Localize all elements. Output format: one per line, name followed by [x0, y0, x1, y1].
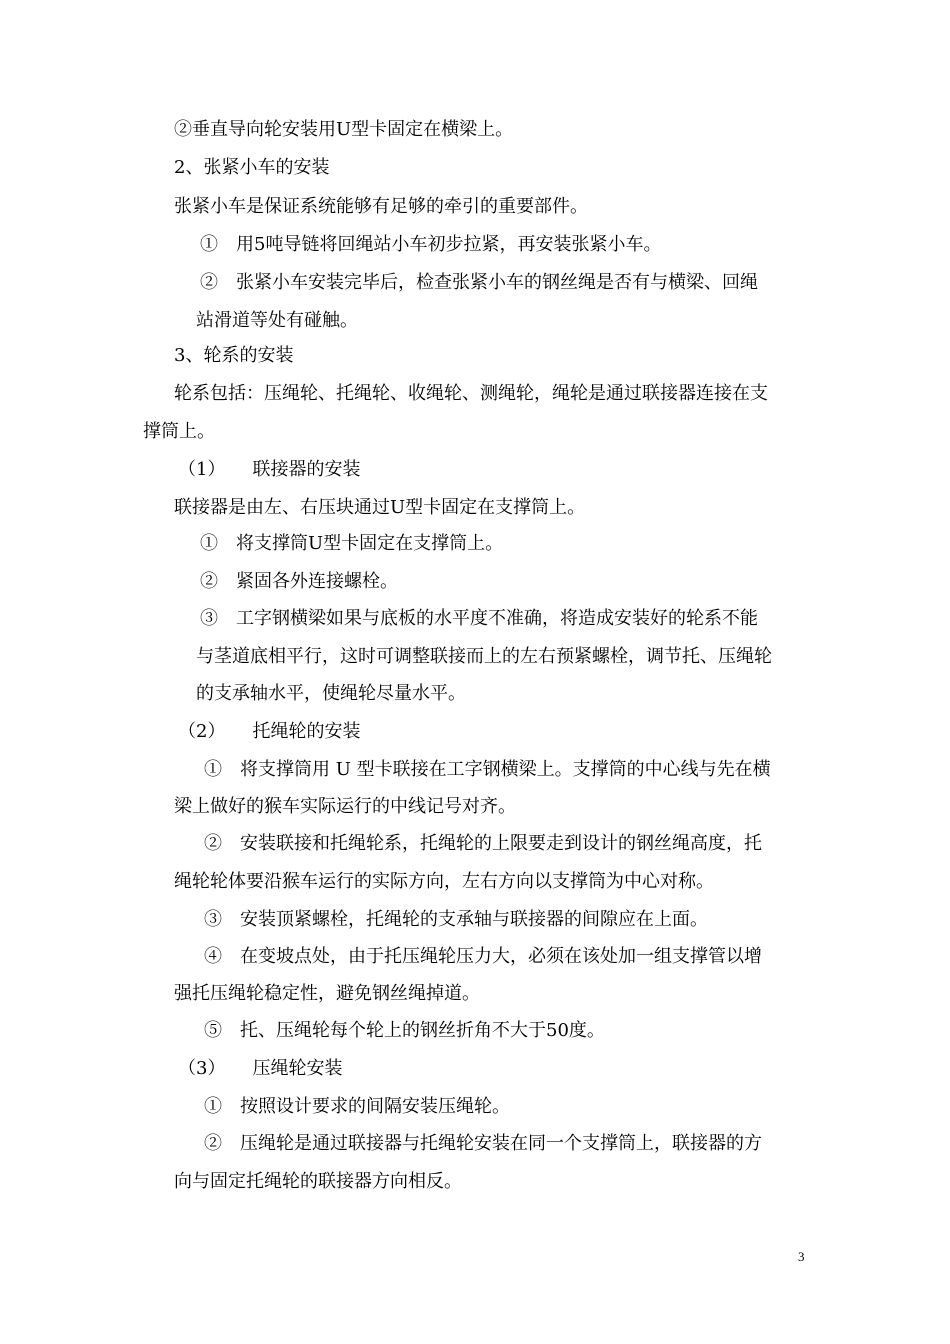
list-item-connector-1: ① 将支撑筒U型卡固定在支撑筒上。 — [200, 533, 504, 554]
paragraph-tensioner-intro: 张紧小车是保证系统能够有足够的牵引的重要部件。 — [174, 196, 588, 217]
list-item-connector-3-cont-1: 与茎道底相平行，这时可调整联接而上的左右预紧螺栓，调节托、压绳轮 — [196, 646, 772, 667]
list-item-tensioner-1: ① 用5吨导链将回绳站小车初步拉紧，再安装张紧小车。 — [200, 234, 662, 255]
list-item-press-wheel-1: ① 按照设计要求的间隔安装压绳轮。 — [204, 1096, 510, 1117]
subsection-heading-connector: （1） 联接器的安装 — [178, 459, 361, 480]
list-item-connector-3-cont-2: 的支承轴水平，使绳轮尽量水平。 — [196, 683, 466, 704]
section-heading-wheel-system: 3、轮系的安装 — [174, 345, 294, 366]
paragraph-connector: 联接器是由左、右压块通过U型卡固定在支撑筒上。 — [174, 497, 586, 518]
list-item-support-wheel-3: ③ 安装顶紧螺栓，托绳轮的支承轴与联接器的间隙应在上面。 — [204, 909, 708, 930]
list-item-support-wheel-1: ① 将支撑筒用 U 型卡联接在工字钢横梁上。支撑筒的中心线与先在横 — [204, 759, 771, 780]
list-item-support-wheel-4-cont: 强托压绳轮稳定性，避免钢丝绳掉道。 — [174, 983, 480, 1004]
list-item-connector-3: ③ 工字钢横梁如果与底板的水平度不准确，将造成安装好的轮系不能 — [200, 608, 758, 629]
list-item-support-wheel-2-cont: 绳轮轮体要沿猴车运行的实际方向，左右方向以支撑筒为中心对称。 — [174, 871, 714, 892]
section-heading-tensioner: 2、张紧小车的安装 — [174, 157, 330, 178]
subsection-heading-support-wheel: （2） 托绳轮的安装 — [178, 721, 361, 742]
list-item-press-wheel-2-cont: 向与固定托绳轮的联接器方向相反。 — [174, 1171, 462, 1192]
list-item-tensioner-2: ② 张紧小车安装完毕后，检查张紧小车的钢丝绳是否有与横梁、回绳 — [200, 272, 758, 293]
paragraph-vertical-guide-wheel: ②垂直导向轮安装用U型卡固定在横梁上。 — [174, 119, 514, 140]
subsection-heading-press-wheel: （3） 压绳轮安装 — [178, 1058, 343, 1079]
list-item-tensioner-2-cont: 站滑道等处有碰触。 — [196, 310, 358, 331]
list-item-connector-2: ② 紧固各外连接螺栓。 — [200, 571, 398, 592]
list-item-support-wheel-5: ⑤ 托、压绳轮每个轮上的钢丝折角不大于50度。 — [204, 1020, 605, 1041]
page-number: 3 — [798, 1249, 805, 1264]
list-item-support-wheel-2: ② 安装联接和托绳轮系，托绳轮的上限要走到设计的钢丝绳高度，托 — [204, 833, 762, 854]
list-item-support-wheel-1-cont: 梁上做好的猴车实际运行的中线记号对齐。 — [174, 796, 516, 817]
list-item-support-wheel-4: ④ 在变坡点处，由于托压绳轮压力大，必须在该处加一组支撑管以增 — [204, 946, 762, 967]
paragraph-wheel-system-cont: 撑筒上。 — [143, 421, 215, 442]
list-item-press-wheel-2: ② 压绳轮是通过联接器与托绳轮安装在同一个支撑筒上，联接器的方 — [204, 1133, 762, 1154]
paragraph-wheel-system: 轮系包括：压绳轮、托绳轮、收绳轮、测绳轮，绳轮是通过联接器连接在支 — [174, 383, 768, 404]
